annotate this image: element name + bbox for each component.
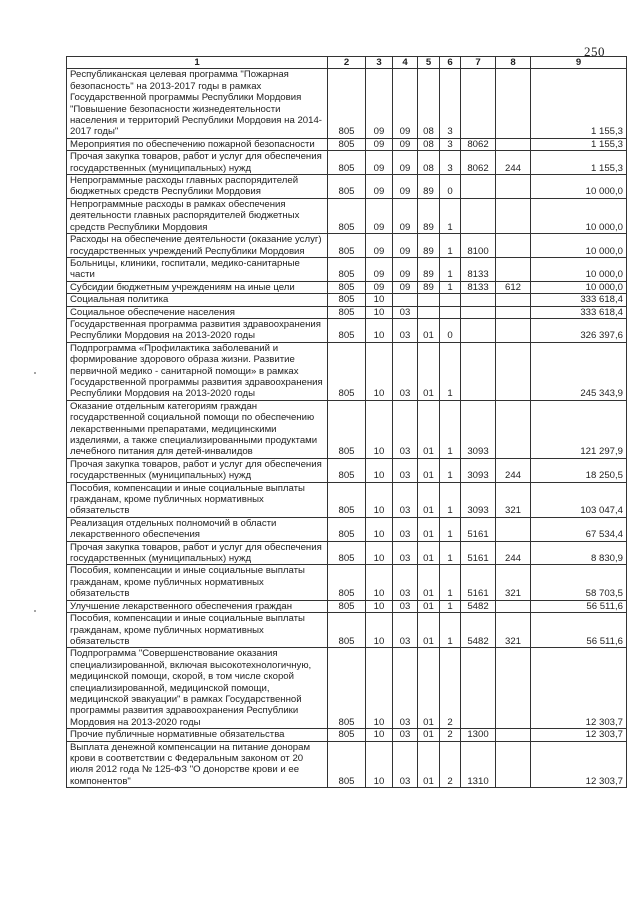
page-number: 250 (584, 44, 605, 59)
row-name-cell: Прочая закупка товаров, работ и услуг для обеспечения государственных (муниципальных) нужд (67, 458, 328, 482)
column-header: 4 (393, 57, 418, 69)
expense-code-cell: 5161 (461, 517, 496, 541)
table-body (67, 69, 627, 788)
expense-type-cell (496, 234, 531, 258)
column-header: 7 (461, 57, 496, 69)
subprogram-cell: 2 (440, 741, 461, 788)
admin-code-cell: 805 (328, 234, 366, 258)
subprogram-cell: 3 (440, 138, 461, 150)
row-name-cell: Пособия, компенсации и иные социальные выплаты гражданам, кроме публичных нормативных обязательств (67, 565, 328, 600)
expense-code-cell: 5161 (461, 541, 496, 565)
table-row (67, 541, 627, 565)
row-name-cell: Расходы на обеспечение деятельности (оказание услуг) государственных учреждений Республики Мордовия (67, 234, 328, 258)
expense-type-cell: 244 (496, 458, 531, 482)
admin-code-cell: 805 (328, 600, 366, 612)
row-name-cell: Выплата денежной компенсации на питание донорам крови в соответствии с Федеральным законом от 20 июля 2012 года № 125-ФЗ "О донорстве крови и ее компонентов" (67, 741, 328, 788)
expense-code-cell (461, 198, 496, 233)
table-row (67, 138, 627, 150)
amount-cell: 67 534,4 (531, 517, 627, 541)
admin-code-cell: 805 (328, 458, 366, 482)
amount-cell: 12 303,7 (531, 741, 627, 788)
row-name-cell: Оказание отдельным категориям граждан государственной социальной помощи по обеспечению лекарственными препаратами, медицинскими изделиями, а также специализированными продуктами лечебного питания для детей-инвалидов (67, 400, 328, 458)
table-row (67, 257, 627, 281)
program-cell: 08 (418, 151, 440, 175)
table-row (67, 318, 627, 342)
subprogram-cell: 1 (440, 400, 461, 458)
section-cell: 10 (366, 565, 393, 600)
subprogram-cell: 1 (440, 198, 461, 233)
admin-code-cell: 805 (328, 281, 366, 293)
amount-cell: 1 155,3 (531, 69, 627, 138)
row-name-cell: Мероприятия по обеспечению пожарной безопасности (67, 138, 328, 150)
program-cell: 01 (418, 482, 440, 517)
expense-type-cell (496, 517, 531, 541)
amount-cell: 18 250,5 (531, 458, 627, 482)
expense-type-cell (496, 400, 531, 458)
admin-code-cell: 805 (328, 565, 366, 600)
expense-code-cell (461, 306, 496, 318)
subsection-cell: 09 (393, 175, 418, 199)
program-cell: 01 (418, 517, 440, 541)
section-cell: 09 (366, 281, 393, 293)
section-cell: 10 (366, 458, 393, 482)
amount-cell: 56 511,6 (531, 613, 627, 648)
section-cell: 10 (366, 342, 393, 400)
subsection-cell: 09 (393, 257, 418, 281)
section-cell: 09 (366, 138, 393, 150)
table-row (67, 613, 627, 648)
admin-code-cell: 805 (328, 482, 366, 517)
admin-code-cell: 805 (328, 306, 366, 318)
program-cell: 08 (418, 69, 440, 138)
table-row (67, 306, 627, 318)
expense-type-cell (496, 342, 531, 400)
amount-cell: 10 000,0 (531, 175, 627, 199)
expense-code-cell (461, 318, 496, 342)
row-name-cell: Социальное обеспечение населения (67, 306, 328, 318)
expense-code-cell: 8133 (461, 257, 496, 281)
row-name-cell: Республиканская целевая программа "Пожарная безопасность" на 2013-2017 годы в рамках Государственной программы Республики Мордовия "Повышение безопасности жизнедеятельности населения и территорий Республики Мордовия на 2014-2017 годы" (67, 69, 328, 138)
expense-type-cell: 321 (496, 565, 531, 600)
amount-cell: 103 047,4 (531, 482, 627, 517)
subsection-cell: 03 (393, 600, 418, 612)
expense-code-cell: 5482 (461, 613, 496, 648)
subprogram-cell: 1 (440, 541, 461, 565)
subprogram-cell (440, 294, 461, 306)
program-cell: 01 (418, 318, 440, 342)
section-cell: 10 (366, 400, 393, 458)
expense-code-cell: 5161 (461, 565, 496, 600)
subprogram-cell: 1 (440, 281, 461, 293)
amount-cell: 10 000,0 (531, 198, 627, 233)
program-cell (418, 294, 440, 306)
section-cell: 09 (366, 198, 393, 233)
subprogram-cell: 2 (440, 729, 461, 741)
program-cell: 01 (418, 741, 440, 788)
section-cell: 10 (366, 648, 393, 729)
row-name-cell: Непрограммные расходы главных распорядителей бюджетных средств Республики Мордовия (67, 175, 328, 199)
column-header: 9 (531, 57, 627, 69)
subprogram-cell: 0 (440, 175, 461, 199)
table-header (67, 57, 627, 69)
subsection-cell: 03 (393, 565, 418, 600)
program-cell: 89 (418, 234, 440, 258)
margin-mark (34, 610, 36, 612)
margin-mark (34, 372, 36, 374)
program-cell: 01 (418, 613, 440, 648)
amount-cell: 10 000,0 (531, 281, 627, 293)
subprogram-cell: 0 (440, 318, 461, 342)
table-row (67, 234, 627, 258)
amount-cell: 121 297,9 (531, 400, 627, 458)
expense-type-cell: 244 (496, 151, 531, 175)
subsection-cell: 03 (393, 613, 418, 648)
expense-type-cell: 321 (496, 613, 531, 648)
expense-code-cell: 1310 (461, 741, 496, 788)
subsection-cell: 03 (393, 648, 418, 729)
subsection-cell: 09 (393, 198, 418, 233)
subsection-cell (393, 294, 418, 306)
program-cell: 89 (418, 257, 440, 281)
section-cell: 09 (366, 151, 393, 175)
subprogram-cell: 1 (440, 458, 461, 482)
amount-cell: 12 303,7 (531, 729, 627, 741)
admin-code-cell: 805 (328, 294, 366, 306)
program-cell: 01 (418, 565, 440, 600)
subsection-cell: 03 (393, 458, 418, 482)
subprogram-cell: 1 (440, 600, 461, 612)
subprogram-cell: 3 (440, 151, 461, 175)
admin-code-cell: 805 (328, 741, 366, 788)
subprogram-cell: 1 (440, 565, 461, 600)
expense-code-cell: 8100 (461, 234, 496, 258)
expense-type-cell (496, 306, 531, 318)
subsection-cell: 03 (393, 482, 418, 517)
section-cell: 10 (366, 294, 393, 306)
subprogram-cell: 1 (440, 517, 461, 541)
column-header: 3 (366, 57, 393, 69)
column-header: 6 (440, 57, 461, 69)
section-cell: 10 (366, 517, 393, 541)
expense-code-cell: 3093 (461, 458, 496, 482)
row-name-cell: Больницы, клиники, госпитали, медико-санитарные части (67, 257, 328, 281)
amount-cell: 245 343,9 (531, 342, 627, 400)
table-row (67, 600, 627, 612)
program-cell: 01 (418, 458, 440, 482)
expense-type-cell (496, 257, 531, 281)
subprogram-cell: 1 (440, 257, 461, 281)
amount-cell: 326 397,6 (531, 318, 627, 342)
section-cell: 10 (366, 600, 393, 612)
amount-cell: 333 618,4 (531, 306, 627, 318)
section-cell: 10 (366, 482, 393, 517)
subsection-cell: 03 (393, 741, 418, 788)
amount-cell: 333 618,4 (531, 294, 627, 306)
section-cell: 10 (366, 318, 393, 342)
section-cell: 09 (366, 234, 393, 258)
row-name-cell: Непрограммные расходы в рамках обеспечения деятельности главных распорядителей бюджетных средств Республики Мордовия (67, 198, 328, 233)
admin-code-cell: 805 (328, 342, 366, 400)
admin-code-cell: 805 (328, 541, 366, 565)
expense-code-cell (461, 342, 496, 400)
expense-type-cell (496, 729, 531, 741)
table-row (67, 458, 627, 482)
subprogram-cell: 1 (440, 234, 461, 258)
amount-cell: 12 303,7 (531, 648, 627, 729)
column-header: 5 (418, 57, 440, 69)
program-cell: 01 (418, 729, 440, 741)
program-cell: 01 (418, 600, 440, 612)
expense-type-cell (496, 648, 531, 729)
program-cell: 89 (418, 175, 440, 199)
admin-code-cell: 805 (328, 613, 366, 648)
expense-type-cell: 244 (496, 541, 531, 565)
subsection-cell: 03 (393, 729, 418, 741)
table-row (67, 482, 627, 517)
table-row (67, 517, 627, 541)
expense-code-cell (461, 648, 496, 729)
subsection-cell: 09 (393, 138, 418, 150)
table-row (67, 281, 627, 293)
expense-code-cell: 8062 (461, 151, 496, 175)
expense-code-cell (461, 175, 496, 199)
section-cell: 10 (366, 306, 393, 318)
budget-table (66, 56, 627, 788)
row-name-cell: Социальная политика (67, 294, 328, 306)
admin-code-cell: 805 (328, 400, 366, 458)
table-row (67, 198, 627, 233)
column-header: 2 (328, 57, 366, 69)
table-row (67, 69, 627, 138)
expense-type-cell (496, 69, 531, 138)
admin-code-cell: 805 (328, 175, 366, 199)
expense-code-cell: 8062 (461, 138, 496, 150)
expense-code-cell (461, 69, 496, 138)
expense-type-cell: 321 (496, 482, 531, 517)
expense-type-cell (496, 600, 531, 612)
subprogram-cell: 2 (440, 648, 461, 729)
section-cell: 10 (366, 729, 393, 741)
table-row (67, 565, 627, 600)
admin-code-cell: 805 (328, 729, 366, 741)
table-row (67, 342, 627, 400)
table-row (67, 294, 627, 306)
program-cell: 01 (418, 541, 440, 565)
program-cell: 89 (418, 281, 440, 293)
subprogram-cell: 1 (440, 342, 461, 400)
program-cell: 89 (418, 198, 440, 233)
row-name-cell: Субсидии бюджетным учреждениям на иные цели (67, 281, 328, 293)
program-cell: 01 (418, 648, 440, 729)
section-cell: 09 (366, 257, 393, 281)
column-header: 8 (496, 57, 531, 69)
row-name-cell: Пособия, компенсации и иные социальные выплаты гражданам, кроме публичных нормативных обязательств (67, 613, 328, 648)
program-cell: 01 (418, 400, 440, 458)
subsection-cell: 03 (393, 400, 418, 458)
amount-cell: 10 000,0 (531, 234, 627, 258)
expense-code-cell: 3093 (461, 400, 496, 458)
subsection-cell: 09 (393, 281, 418, 293)
amount-cell: 8 830,9 (531, 541, 627, 565)
table-row (67, 400, 627, 458)
amount-cell: 1 155,3 (531, 151, 627, 175)
admin-code-cell: 805 (328, 648, 366, 729)
expense-code-cell: 8133 (461, 281, 496, 293)
admin-code-cell: 805 (328, 151, 366, 175)
subsection-cell: 03 (393, 517, 418, 541)
admin-code-cell: 805 (328, 138, 366, 150)
subsection-cell: 03 (393, 306, 418, 318)
subsection-cell: 09 (393, 234, 418, 258)
row-name-cell: Подпрограмма "Совершенствование оказания специализированной, включая высокотехнологичную, медицинской помощи, скорой, в том числе скорой специализированной, медицинской помощи, медицинской эвакуации" в рамках Государственной программы развития здравоохранения Республики Мордовия на 2013-2020 годы (67, 648, 328, 729)
row-name-cell: Прочая закупка товаров, работ и услуг для обеспечения государственных (муниципальных) нужд (67, 151, 328, 175)
table-row (67, 175, 627, 199)
expense-type-cell: 612 (496, 281, 531, 293)
admin-code-cell: 805 (328, 517, 366, 541)
table-row (67, 741, 627, 788)
section-cell: 10 (366, 541, 393, 565)
subprogram-cell: 1 (440, 613, 461, 648)
expense-code-cell: 5482 (461, 600, 496, 612)
column-header: 1 (67, 57, 328, 69)
subprogram-cell: 3 (440, 69, 461, 138)
program-cell: 08 (418, 138, 440, 150)
section-cell: 09 (366, 69, 393, 138)
expense-code-cell (461, 294, 496, 306)
section-cell: 10 (366, 741, 393, 788)
expense-type-cell (496, 175, 531, 199)
expense-type-cell (496, 294, 531, 306)
subsection-cell: 09 (393, 151, 418, 175)
amount-cell: 56 511,6 (531, 600, 627, 612)
table-row (67, 151, 627, 175)
admin-code-cell: 805 (328, 69, 366, 138)
subsection-cell: 03 (393, 342, 418, 400)
subprogram-cell: 1 (440, 482, 461, 517)
section-cell: 09 (366, 175, 393, 199)
row-name-cell: Улучшение лекарственного обеспечения граждан (67, 600, 328, 612)
row-name-cell: Прочие публичные нормативные обязательства (67, 729, 328, 741)
program-cell: 01 (418, 342, 440, 400)
subsection-cell: 09 (393, 69, 418, 138)
row-name-cell: Государственная программа развития здравоохранения Республики Мордовия на 2013-2020 годы (67, 318, 328, 342)
admin-code-cell: 805 (328, 318, 366, 342)
amount-cell: 10 000,0 (531, 257, 627, 281)
subprogram-cell (440, 306, 461, 318)
section-cell: 10 (366, 613, 393, 648)
table-row (67, 729, 627, 741)
expense-type-cell (496, 138, 531, 150)
admin-code-cell: 805 (328, 198, 366, 233)
row-name-cell: Пособия, компенсации и иные социальные выплаты гражданам, кроме публичных нормативных обязательств (67, 482, 328, 517)
admin-code-cell: 805 (328, 257, 366, 281)
expense-code-cell: 3093 (461, 482, 496, 517)
subsection-cell: 03 (393, 318, 418, 342)
row-name-cell: Прочая закупка товаров, работ и услуг для обеспечения государственных (муниципальных) нужд (67, 541, 328, 565)
subsection-cell: 03 (393, 541, 418, 565)
expense-type-cell (496, 198, 531, 233)
expense-type-cell (496, 318, 531, 342)
expense-code-cell: 1300 (461, 729, 496, 741)
amount-cell: 58 703,5 (531, 565, 627, 600)
amount-cell: 1 155,3 (531, 138, 627, 150)
program-cell (418, 306, 440, 318)
table-row (67, 648, 627, 729)
row-name-cell: Реализация отдельных полномочий в области лекарственного обеспечения (67, 517, 328, 541)
row-name-cell: Подпрограмма «Профилактика заболеваний и формирование здорового образа жизни. Развитие первичной медико - санитарной помощи» в рамках Государственной программы развития здравоохранения Республики Мордовия на 2013-2020 годы (67, 342, 328, 400)
expense-type-cell (496, 741, 531, 788)
